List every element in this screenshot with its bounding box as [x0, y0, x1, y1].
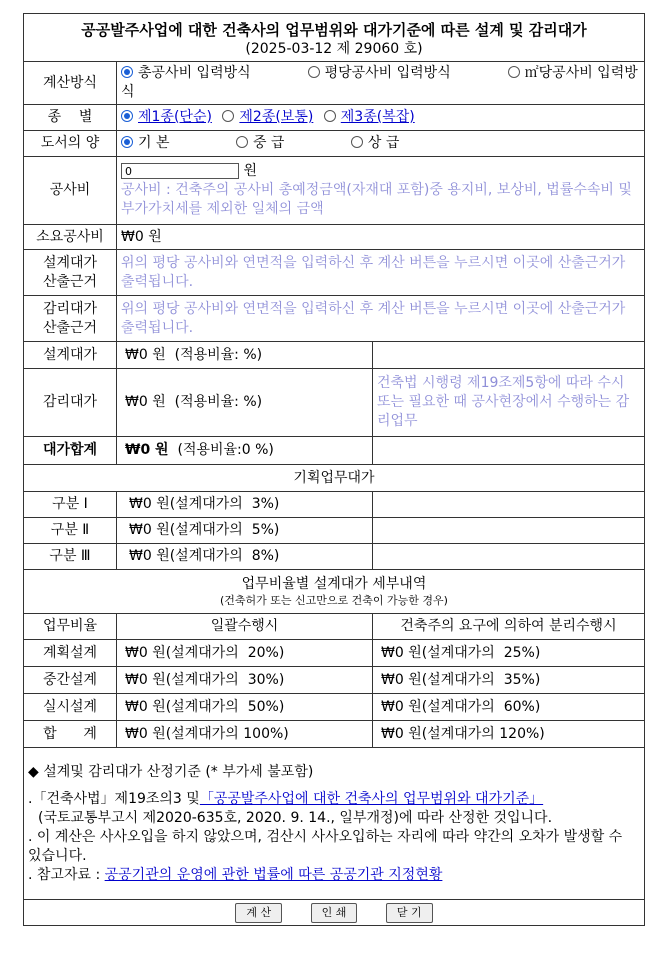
design-basis-label-2: 산출근거 [42, 273, 98, 290]
super-basis-output: 위의 평당 공사비와 연면적을 입력하신 후 계산 버튼을 누르시면 이곳에 산출근거가 출력됩니다. [117, 296, 645, 342]
breakdown-row-label: 합 계 [24, 721, 117, 748]
planning-row-value: ₩0 원(설계대가의 5%) [117, 518, 373, 544]
breakdown-header [24, 570, 645, 614]
notes-line-2: . 이 계산은 사사오입을 하지 않았으며, 검산시 사사오입하는 자리에 따라 약간의 오차가 발생할 수 있습니다. [28, 828, 623, 864]
calculate-button[interactable]: 계 산 [235, 903, 282, 923]
total-fee-amount: ₩0 원 [125, 442, 169, 458]
breakdown-row-label: 중간설계 [24, 667, 117, 694]
required-cost-value: ₩0 원 [117, 225, 645, 250]
super-basis-label-1: 감리대가 [42, 300, 98, 317]
design-fee-label: 설계대가 [24, 342, 117, 369]
page-title [24, 14, 645, 62]
radio-high[interactable] [351, 135, 400, 151]
radio-basic[interactable] [121, 135, 170, 151]
radio-label: 총공사비 입력방식 [138, 65, 251, 81]
design-fee-note [373, 342, 645, 369]
breakdown-subtitle: (건축허가 또는 신고만으로 건축이 가능한 경우) [220, 594, 448, 607]
breakdown-row-separate: ₩0 원(설계대가의 60%) [373, 694, 645, 721]
planning-header: 기획업무대가 [24, 465, 645, 492]
required-cost-label: 소요공사비 [24, 225, 117, 250]
radio-type-1[interactable] [121, 109, 212, 125]
super-basis-label-2: 산출근거 [42, 319, 98, 336]
design-fee-text: ₩0 원 (적용비율: %) [125, 346, 263, 363]
planning-row-extra [373, 492, 645, 518]
radio-label: 기 본 [138, 135, 170, 151]
drawing-label: 도서의 양 [24, 131, 117, 157]
cost-input[interactable]: 0 [121, 163, 239, 179]
radio-selected-icon [121, 66, 133, 78]
radio-type-3[interactable] [324, 109, 415, 125]
calc-method-label: 계산방식 [24, 62, 117, 105]
radio-icon [351, 136, 363, 148]
breakdown-row-lump: ₩0 원(설계대가의 100%) [117, 721, 373, 748]
planning-row-extra [373, 518, 645, 544]
planning-row-label: 구분 Ⅰ [24, 492, 117, 518]
planning-row-value: ₩0 원(설계대가의 3%) [117, 492, 373, 518]
total-fee-note [373, 437, 645, 465]
super-fee-note: 건축법 시행령 제19조제5항에 따라 수시 또는 필요한 때 공사현장에서 수행하는 감리업무 [373, 369, 645, 437]
design-basis-output: 위의 평당 공사비와 연면적을 입력하신 후 계산 버튼을 누르시면 이곳에 산출근거가 출력됩니다. [117, 250, 645, 296]
col-lump-header: 일괄수행시 [117, 614, 373, 640]
type-1-link[interactable]: 제1종(단순) [138, 109, 212, 125]
notes-line-1 [28, 790, 640, 828]
breakdown-row-lump: ₩0 원(설계대가의 20%) [117, 640, 373, 667]
calc-method-options [117, 62, 645, 105]
design-fee-value [117, 342, 373, 369]
cost-hint: 공사비 : 건축주의 공사비 총예정금액(자재대 포함)중 용지비, 보상비, 법률수속비 및 부가가치세를 제외한 일체의 금액 [121, 182, 632, 217]
design-basis-label-1: 설계대가 [42, 254, 98, 271]
cost-unit: 원 [243, 163, 257, 179]
col-separate-header: 건축주의 요구에 의하여 분리수행시 [373, 614, 645, 640]
radio-total-cost[interactable] [121, 65, 251, 81]
fee-calculator [23, 13, 644, 926]
col-ratio-header: 업무비율 [24, 614, 117, 640]
radio-label: 평당공사비 입력방식 [324, 65, 451, 81]
total-fee-value [117, 437, 373, 465]
type-3-link[interactable]: 제3종(복잡) [340, 109, 415, 125]
planning-row-value: ₩0 원(설계대가의 8%) [117, 544, 373, 570]
breakdown-row-separate: ₩0 원(설계대가의 25%) [373, 640, 645, 667]
notes-line-3 [28, 866, 640, 885]
breakdown-row-label: 계획설계 [24, 640, 117, 667]
breakdown-row-separate: ₩0 원(설계대가의 35%) [373, 667, 645, 694]
button-bar [24, 900, 645, 926]
breakdown-row-label: 실시설계 [24, 694, 117, 721]
type-2-link[interactable]: 제2종(보통) [239, 109, 314, 125]
radio-label: 중 급 [252, 135, 285, 151]
cost-label: 공사비 [24, 157, 117, 225]
breakdown-row-separate: ₩0 원(설계대가의 120%) [373, 721, 645, 748]
breakdown-row-lump: ₩0 원(설계대가의 30%) [117, 667, 373, 694]
notes-text: .「건축사법」제19조의3 및 [28, 790, 200, 807]
total-fee-ratio: (적용비율:0 %) [168, 442, 274, 458]
notice-number: (2025-03-12 제 29060 호) [245, 40, 423, 57]
radio-selected-icon [121, 110, 133, 122]
title-text: 공공발주사업에 대한 건축사의 업무범위와 대가기준에 따른 설계 및 감리대가 [81, 20, 587, 39]
radio-selected-icon [121, 136, 133, 148]
radio-icon [508, 66, 520, 78]
planning-row-label: 구분 Ⅱ [24, 518, 117, 544]
radio-medium[interactable] [236, 135, 285, 151]
radio-icon [308, 66, 320, 78]
close-button[interactable]: 닫 기 [386, 903, 433, 923]
design-basis-label [24, 250, 117, 296]
breakdown-row-lump: ₩0 원(설계대가의 50%) [117, 694, 373, 721]
notes-section [24, 748, 645, 900]
standard-link[interactable]: 「공공발주사업에 대한 건축사의 업무범위와 대가기준」 [199, 790, 544, 807]
planning-row-label: 구분 Ⅲ [24, 544, 117, 570]
radio-icon [222, 110, 234, 122]
notes-heading: ◆ 설계및 감리대가 산정기준 (* 부가세 불포함) [28, 763, 314, 780]
radio-label: ㎡당공사비 입력방식 [121, 65, 638, 100]
radio-pyeong-cost[interactable] [308, 65, 451, 81]
drawing-options [117, 131, 645, 157]
public-agency-link[interactable]: 공공기관의 운영에 관한 법률에 따른 공공기관 지정현황 [104, 866, 443, 883]
radio-icon [236, 136, 248, 148]
planning-row-extra [373, 544, 645, 570]
print-button[interactable]: 인 쇄 [311, 903, 358, 923]
radio-type-2[interactable] [222, 109, 313, 125]
type-options [117, 105, 645, 131]
total-fee-label: 대가합계 [24, 437, 117, 465]
cost-cell [117, 157, 645, 225]
notes-text: . 참고자료 : [28, 866, 105, 883]
calculator-table [23, 13, 645, 926]
radio-icon [324, 110, 336, 122]
super-fee-text: ₩0 원 (적용비율: %) [125, 394, 263, 410]
super-fee-label: 감리대가 [24, 369, 117, 437]
radio-label: 상 급 [367, 135, 400, 151]
super-fee-value [117, 369, 373, 437]
breakdown-title: 업무비율별 설계대가 세부내역 [241, 576, 427, 592]
type-label: 종 별 [24, 105, 117, 131]
notes-text: (국토교통부고시 제2020-635호, 2020. 9. 14., 일부개정)에 따라 산정한 것입니다. [38, 809, 553, 826]
super-basis-label [24, 296, 117, 342]
